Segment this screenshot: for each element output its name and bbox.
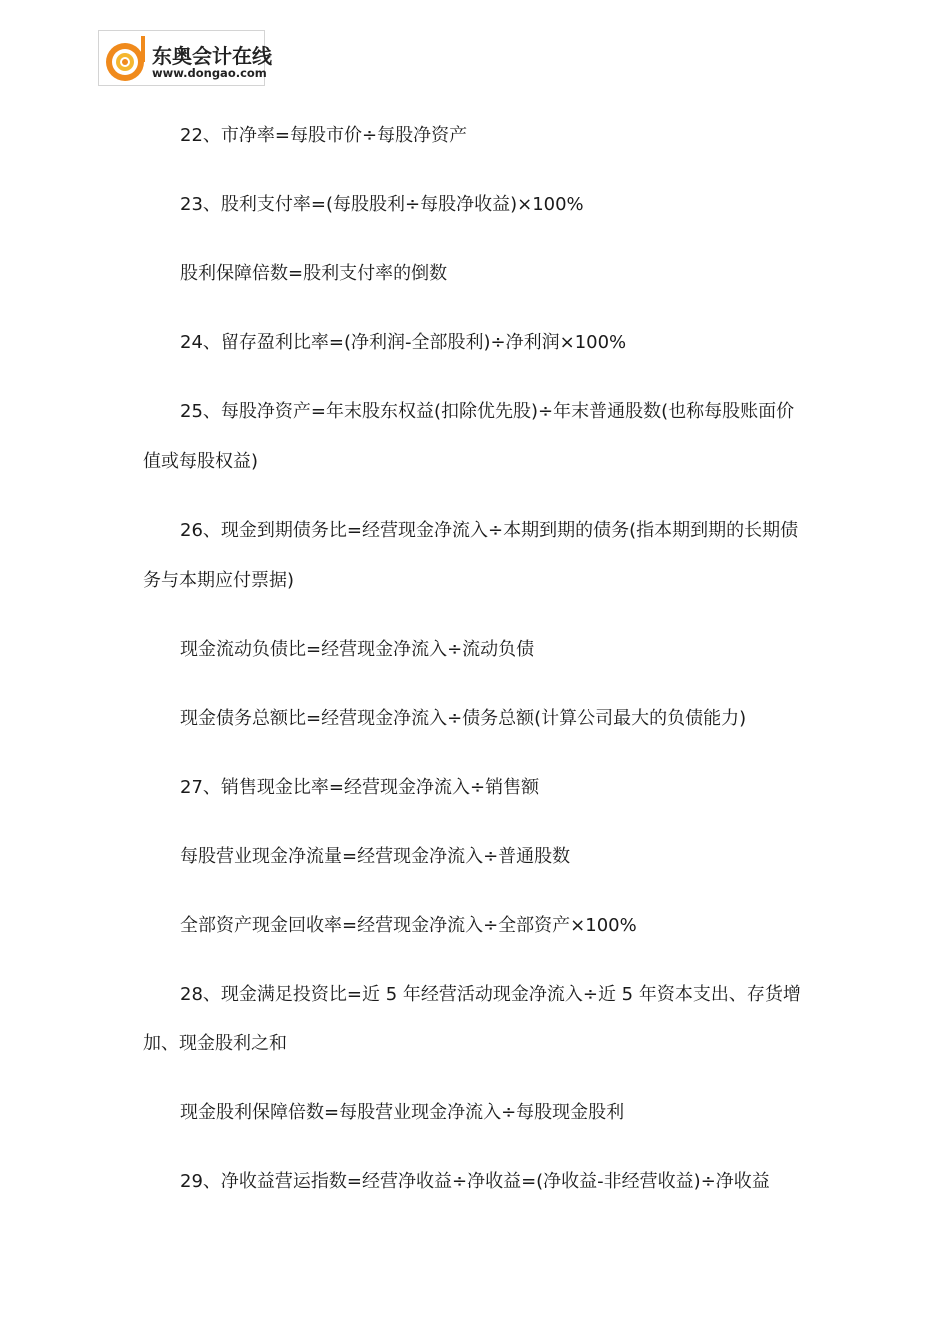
formula-line-27: 27、销售现金比率=经营现金净流入÷销售额 [180,777,540,798]
formula-line-22: 22、市净率=每股市价÷每股净资产 [180,125,468,146]
formula-line-26b: 现金流动负债比=经营现金净流入÷流动负债 [180,639,535,660]
formula-line-23b: 股利保障倍数=股利支付率的倒数 [180,263,448,284]
formula-line-23: 23、股利支付率=(每股股利÷每股净收益)×100% [180,194,584,215]
logo-url: www.dongao.com [152,66,267,80]
dongao-logo-icon [101,34,149,82]
formula-line-28-cont: 加、现金股利之和 [143,1033,287,1054]
logo-name: 东奥会计在线 [152,44,272,68]
formula-line-27c: 全部资产现金回收率=经营现金净流入÷全部资产×100% [180,915,637,936]
formula-line-25: 25、每股净资产=年末股东权益(扣除优先股)÷年末普通股数(也称每股账面价 [180,401,795,422]
formula-line-29: 29、净收益营运指数=经营净收益÷净收益=(净收益-非经营收益)÷净收益 [180,1171,770,1192]
formula-line-27b: 每股营业现金净流量=经营现金净流入÷普通股数 [180,846,571,867]
formula-line-28: 28、现金满足投资比=近 5 年经营活动现金净流入÷近 5 年资本支出、存货增 [180,984,801,1005]
formula-line-25-cont: 值或每股权益) [143,451,259,472]
formula-line-26: 26、现金到期债务比=经营现金净流入÷本期到期的债务(指本期到期的长期债 [180,520,799,541]
formula-line-26-cont: 务与本期应付票据) [143,570,295,591]
formula-line-26c: 现金债务总额比=经营现金净流入÷债务总额(计算公司最大的负债能力) [180,708,747,729]
formula-line-28b: 现金股利保障倍数=每股营业现金净流入÷每股现金股利 [180,1102,625,1123]
logo [98,30,272,86]
formula-line-24: 24、留存盈利比率=(净利润-全部股利)÷净利润×100% [180,332,627,353]
